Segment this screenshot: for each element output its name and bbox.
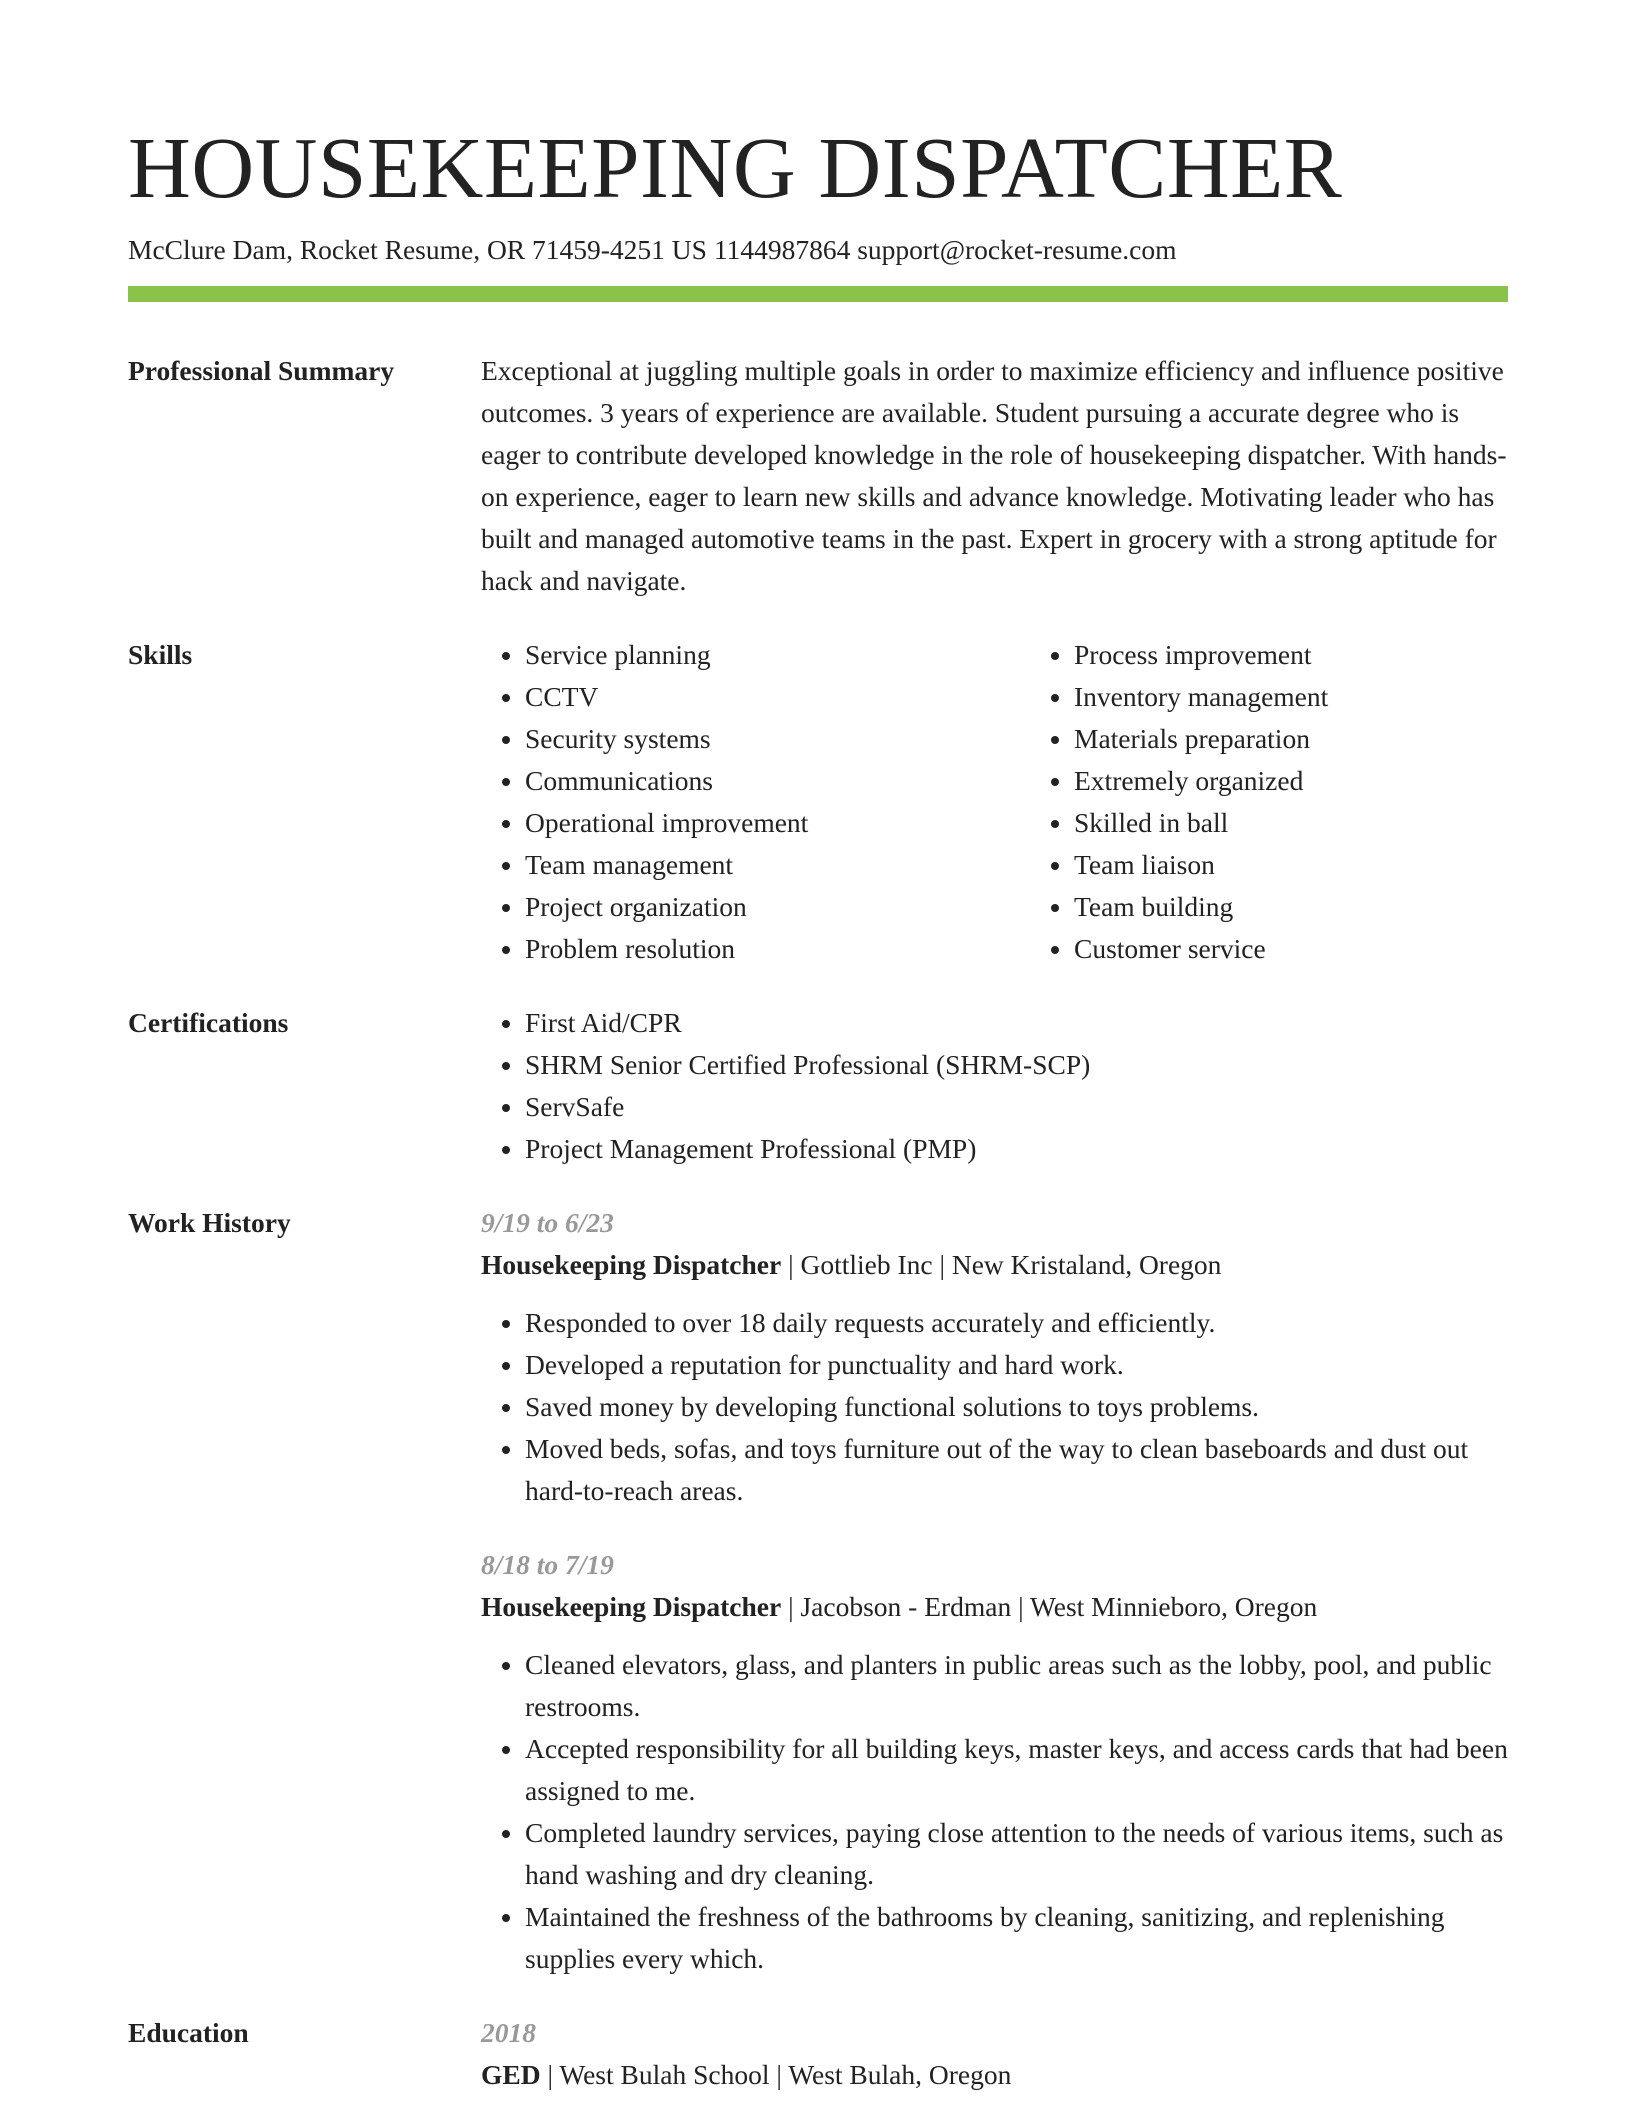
job-bullet: • Cleaned elevators, glass, and planters in public areas such as the lobby, pool, and public restrooms.: [525, 1644, 1508, 1728]
job-title-line: [481, 1586, 1508, 1628]
job-entry: [481, 1544, 1508, 1980]
skill-item: • Process improvement: [1074, 634, 1579, 676]
section-label-certifications: Certifications: [128, 1007, 289, 1038]
work-content: [481, 1202, 1508, 1980]
skill-item: • Team liaison: [1074, 844, 1579, 886]
job-dates: 9/19 to 6/23: [481, 1207, 614, 1238]
job-bullet: • Accepted responsibility for all building keys, master keys, and access cards that had been assigned to me.: [525, 1728, 1508, 1812]
job-bullet: • Maintained the freshness of the bathrooms by cleaning, sanitizing, and replenishing supplies every which.: [525, 1896, 1508, 1980]
education-year: 2018: [481, 2017, 536, 2048]
section-label-work: Work History: [128, 1207, 291, 1238]
education-details: | West Bulah School | West Bulah, Oregon: [540, 2059, 1012, 2090]
skills-content: [481, 634, 1579, 970]
education-degree: GED: [481, 2059, 541, 2090]
certification-item: • First Aid/CPR: [525, 1002, 1508, 1044]
job-bullet: • Responded to over 18 daily requests accurately and efficiently.: [525, 1302, 1508, 1344]
job-title-line: [481, 1244, 1508, 1286]
certification-item: • Project Management Professional (PMP): [525, 1128, 1508, 1170]
skills-list-left: [481, 634, 1030, 970]
skill-item: • Customer service: [1074, 928, 1579, 970]
skill-item: • Operational improvement: [525, 802, 1030, 844]
job-bullet: • Developed a reputation for punctuality and hard work.: [525, 1344, 1508, 1386]
job-bullets: [481, 1302, 1508, 1512]
job-details: | Jacobson - Erdman | West Minnieboro, Oregon: [781, 1591, 1318, 1622]
skills-list-right: [1030, 634, 1579, 970]
skill-item: • Materials preparation: [1074, 718, 1579, 760]
skill-item: • Service planning: [525, 634, 1030, 676]
summary-content: [481, 350, 1508, 602]
skill-item: • Extremely organized: [1074, 760, 1579, 802]
job-bullets: [481, 1644, 1508, 1980]
section-certifications: [128, 1002, 1508, 1170]
accent-divider: [128, 286, 1508, 302]
education-content: [481, 2012, 1508, 2096]
skills-columns: [481, 634, 1579, 970]
section-label-skills: Skills: [128, 639, 193, 670]
skill-item: • CCTV: [525, 676, 1030, 718]
section-summary: [128, 350, 1508, 602]
skill-item: • Project organization: [525, 886, 1030, 928]
skill-item: • Security systems: [525, 718, 1030, 760]
certifications-list: [481, 1002, 1508, 1170]
skill-item: • Inventory management: [1074, 676, 1579, 718]
skill-item: • Team building: [1074, 886, 1579, 928]
section-work-history: [128, 1202, 1508, 1980]
section-education: [128, 2012, 1508, 2096]
job-details: | Gottlieb Inc | New Kristaland, Oregon: [781, 1249, 1222, 1280]
skill-item: • Skilled in ball: [1074, 802, 1579, 844]
job-bullet: • Completed laundry services, paying close attention to the needs of various items, such as hand washing and dry cleaning.: [525, 1812, 1508, 1896]
summary-text: Exceptional at juggling multiple goals in order to maximize efficiency and influence positive outcomes. 3 years of experience are available. Student pursuing a accurate degree who is eager to contribute developed knowledge in the role of housekeeping dispatcher. With hands-on experience, eager to learn new skills and advance knowledge. Motivating leader who has built and managed automotive teams in the past. Expert in grocery with a strong aptitude for hack and navigate.: [481, 355, 1507, 596]
contact-line: McClure Dam, Rocket Resume, OR 71459-4251 US 1144987864 support@rocket-resume.com: [128, 234, 1177, 265]
section-label-summary: Professional Summary: [128, 355, 395, 386]
job-dates: 8/18 to 7/19: [481, 1549, 614, 1580]
job-entry: [481, 1202, 1508, 1512]
candidate-name: HOUSEKEEPING DISPATCHER: [128, 119, 1343, 216]
section-skills: [128, 634, 1508, 970]
job-title: Housekeeping Dispatcher: [481, 1591, 782, 1622]
job-bullet: • Moved beds, sofas, and toys furniture out of the way to clean baseboards and dust out hard-to-reach areas.: [525, 1428, 1508, 1512]
skill-item: • Team management: [525, 844, 1030, 886]
education-line: [481, 2054, 1508, 2096]
skill-item: • Communications: [525, 760, 1030, 802]
section-label-education: Education: [128, 2017, 249, 2048]
certifications-content: [481, 1002, 1508, 1170]
resume-sections: [128, 350, 1508, 2128]
job-title: Housekeeping Dispatcher: [481, 1249, 782, 1280]
skill-item: • Problem resolution: [525, 928, 1030, 970]
certification-item: • SHRM Senior Certified Professional (SHRM-SCP): [525, 1044, 1508, 1086]
certification-item: • ServSafe: [525, 1086, 1508, 1128]
job-bullet: • Saved money by developing functional solutions to toys problems.: [525, 1386, 1508, 1428]
